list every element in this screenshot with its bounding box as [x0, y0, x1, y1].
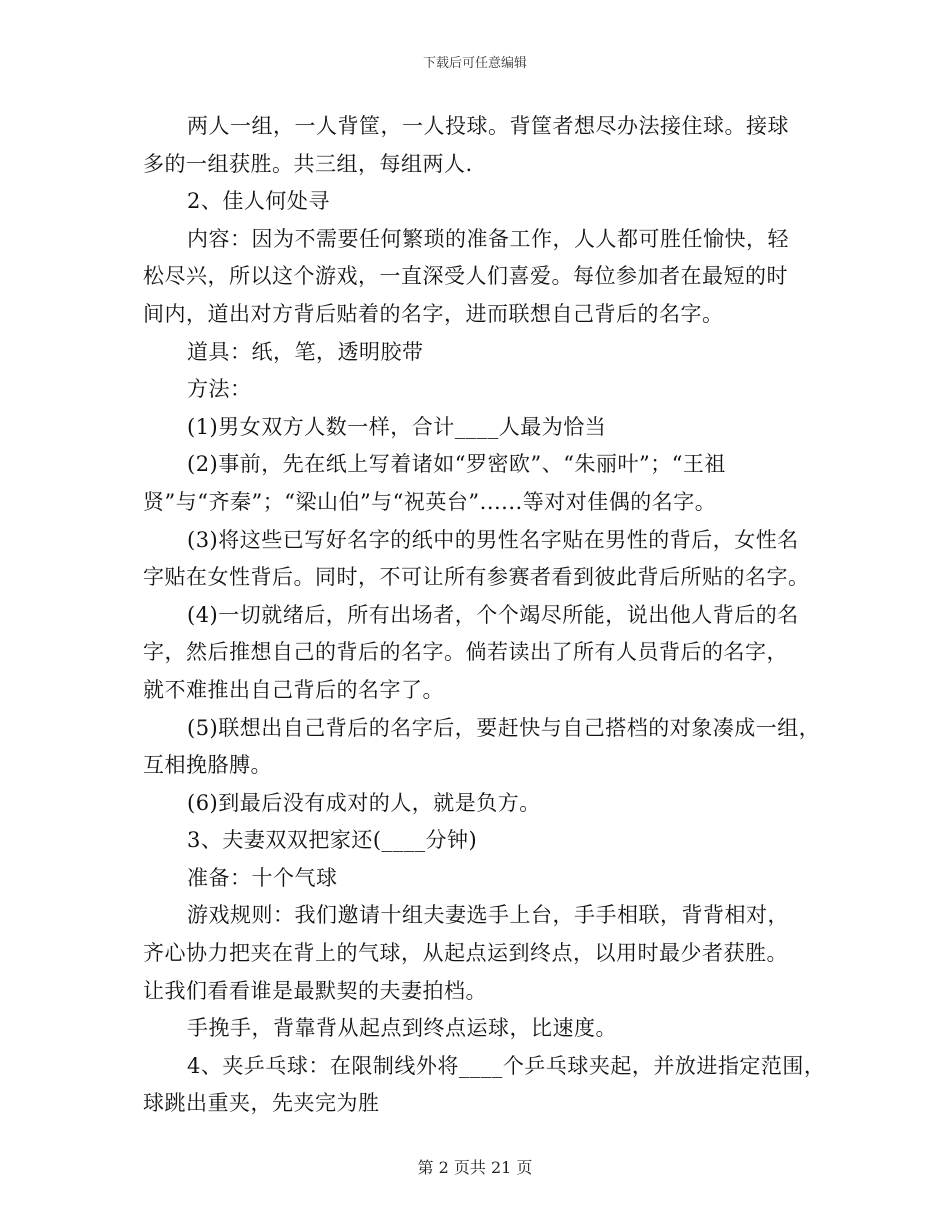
text-line: (2)事前，先在纸上写着诸如“罗密欧”、“朱丽叶”；“王祖 [187, 452, 726, 477]
text-line: 互相挽胳膊。 [143, 753, 272, 778]
text-line: 道具：纸，笔，透明胶带 [187, 339, 424, 364]
text-line: 球跳出重夹，先夹完为胜 [143, 1091, 380, 1116]
text-line: (4)一切就绪后，所有出场者，个个竭尽所能，说出他人背后的名 [187, 602, 799, 627]
text-line: 内容：因为不需要任何繁琐的准备工作，人人都可胜任愉快，轻 [187, 226, 789, 251]
text-line: 就不难推出自己背后的名字了。 [143, 677, 444, 702]
page-header: 下载后可任意编辑 [422, 56, 527, 71]
text-line: 字贴在女性背后。同时，不可让所有参赛者看到彼此背后所贴的名字。 [143, 565, 810, 590]
text-line: 方法： [187, 377, 252, 402]
text-line: 手挽手，背靠背从起点到终点运球，比速度。 [187, 1016, 617, 1041]
text-line: 4、夹乒乓球：在限制线外将____个乒乓球夹起，并放进指定范围， [187, 1053, 826, 1078]
text-line: 松尽兴，所以这个游戏，一直深受人们喜爱。每位参加者在最短的时 [143, 264, 788, 289]
text-line: 3、夫妻双双把家还(____分钟) [187, 828, 478, 853]
text-line: (1)男女双方人数一样，合计____人最为恰当 [187, 414, 607, 439]
text-line: 间内，道出对方背后贴着的名字，进而联想自己背后的名字。 [143, 301, 724, 326]
page-footer: 第 2 页共 21 页 [417, 1158, 533, 1177]
text-line: 贤”与“齐秦”；“梁山伯”与“祝英台”......等对对佳偶的名字。 [143, 489, 717, 514]
text-line: 2、佳人何处寻 [187, 189, 330, 214]
text-line: 两人一组，一人背筐，一人投球。背筐者想尽办法接住球。接球 [187, 114, 789, 138]
text-line: 让我们看看谁是最默契的夫妻拍档。 [143, 978, 487, 1003]
text-line: 字，然后推想自己的背后的名字。倘若读出了所有人员背后的名字， [143, 640, 788, 665]
text-line: 准备：十个气球 [187, 865, 338, 890]
text-line: (3)将这些已写好名字的纸中的男性名字贴在男性的背后，女性名 [187, 527, 799, 552]
text-line: (5)联想出自己背后的名字后，要赶快与自己搭档的对象凑成一组， [187, 715, 821, 740]
text-line: 游戏规则：我们邀请十组夫妻选手上台，手手相联，背背相对， [187, 903, 789, 928]
text-line: 齐心协力把夹在背上的气球，从起点运到终点，以用时最少者获胜。 [143, 941, 788, 966]
document-body [143, 108, 826, 1123]
text-line: 多的一组获胜。共三组，每组两人. [143, 151, 473, 176]
text-line: (6)到最后没有成对的人，就是负方。 [187, 790, 541, 815]
